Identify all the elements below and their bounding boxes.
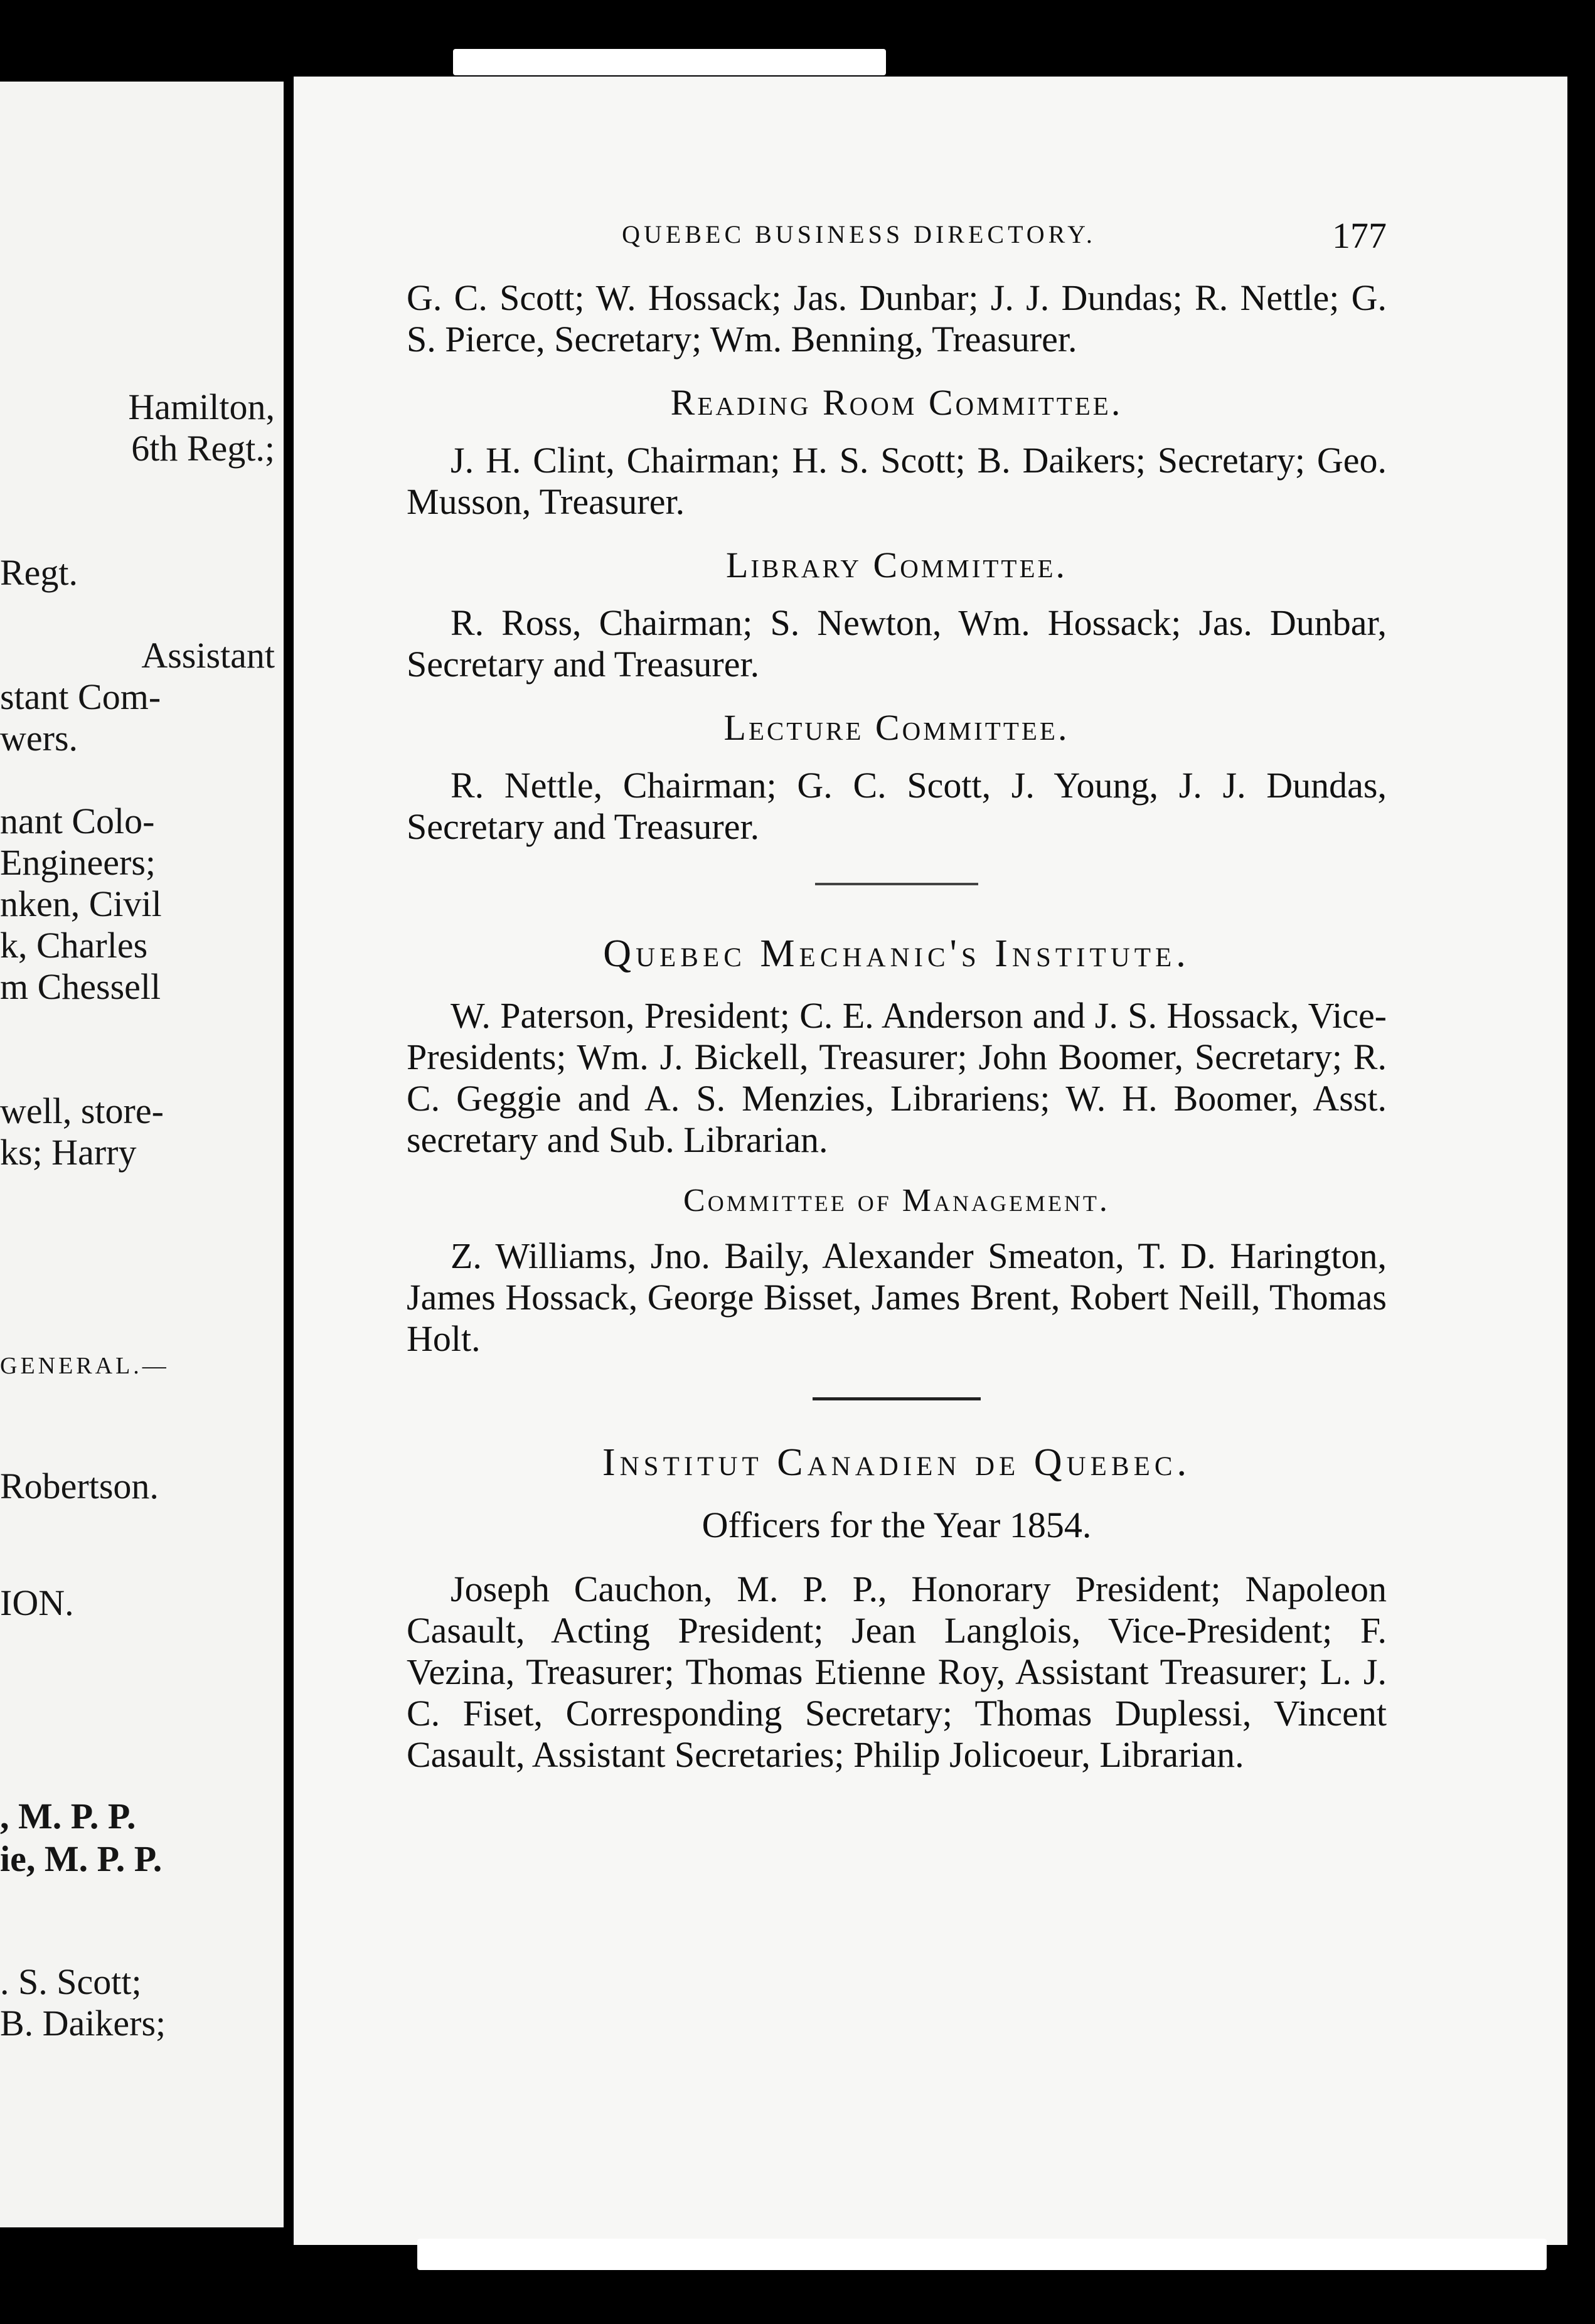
management-paragraph: Z. Williams, Jno. Baily, Alexander Smeaton, T. D. Harington, James Hossack, George Bisset, James Brent, Robert Neill, Thomas Holt. [407, 1235, 1387, 1359]
running-head-title: QUEBEC BUSINESS DIRECTORY. [622, 220, 1096, 248]
left-fragment-11: m Chessell [0, 966, 161, 1007]
left-fragment-9: nken, Civil [0, 883, 162, 924]
left-fragment-10: k, Charles [0, 925, 148, 966]
left-fragment-14: GENERAL.— [0, 1353, 169, 1379]
left-fragment-6: wers. [0, 718, 78, 759]
scan-bottom-strip [417, 2239, 1547, 2270]
library-paragraph: R. Ross, Chairman; S. Newton, Wm. Hossack; Jas. Dunbar, Secretary and Treasurer. [407, 602, 1387, 685]
officers-year-line: Officers for the Year 1854. [701, 1505, 1092, 1545]
left-fragment-7: nant Colo- [0, 801, 155, 841]
left-fragment-19: . S. Scott; [0, 1961, 142, 2002]
running-head [407, 215, 1387, 277]
institut-canadien-heading: Institut Canadien de Quebec. [602, 1441, 1192, 1484]
mechanics-institute-paragraph: W. Paterson, President; C. E. Anderson and J. S. Hossack, Vice-Presidents; Wm. J. Bickell, Treasurer; John Boomer, Secretary; R. C. Geggie and A. S. Menzies, Librariens; W. H. Boomer, Asst. secretary and Sub. Librarian. [407, 995, 1387, 1160]
reading-room-paragraph: J. H. Clint, Chairman; H. S. Scott; B. Daikers; Secretary; Geo. Musson, Treasurer. [407, 440, 1387, 522]
left-fragment-20: B. Daikers; [0, 2003, 166, 2044]
left-fragment-8: Engineers; [0, 842, 156, 883]
section-divider-2 [813, 1397, 981, 1400]
left-fragment-12: well, store- [0, 1090, 164, 1131]
page-content [407, 215, 1387, 1776]
left-fragment-5: stant Com- [0, 676, 161, 717]
left-fragment-3: Regt. [0, 552, 78, 593]
library-heading: Library Committee. [725, 545, 1068, 585]
lecture-paragraph: R. Nettle, Chairman; G. C. Scott, J. Young, J. J. Dundas, Secretary and Treasurer. [407, 765, 1387, 847]
page-number: 177 [1332, 215, 1387, 256]
scan-top-strip [453, 49, 886, 75]
main-page [294, 77, 1567, 2245]
left-fragment-1: Hamilton, [128, 386, 275, 427]
lecture-heading: Lecture Committee. [723, 707, 1070, 748]
mechanics-institute-heading: Quebec Mechanic's Institute. [603, 932, 1190, 975]
reading-room-heading: Reading Room Committee. [670, 382, 1123, 423]
intro-paragraph: G. C. Scott; W. Hossack; Jas. Dunbar; J. J. Dundas; R. Nettle; G. S. Pierce, Secretary; Wm. Benning, Treasurer. [407, 277, 1387, 360]
left-fragment-17: , M. P. P. [0, 1796, 136, 1836]
left-fragment-2: 6th Regt.; [131, 428, 275, 469]
institut-canadien-paragraph: Joseph Cauchon, M. P. P., Honorary President; Napoleon Casault, Acting President; Jean Langlois, Vice-President; F. Vezina, Treasurer; Thomas Etienne Roy, Assistant Treasurer; L. J. C. Fiset, Corresponding Secretary; Thomas Duplessi, Vincent Casault, Assistant Secretaries; Philip Jolicoeur, Librarian. [407, 1569, 1387, 1775]
left-fragment-18: ie, M. P. P. [0, 1838, 163, 1879]
left-fragment-16: ION. [0, 1582, 74, 1623]
left-fragment-4: Assistant [141, 635, 275, 676]
management-heading: Committee of Management. [683, 1183, 1110, 1218]
left-fragment-15: Robertson. [0, 1466, 159, 1506]
left-page-fragment [0, 82, 284, 2227]
section-divider [815, 883, 978, 885]
left-fragment-13: ks; Harry [0, 1132, 137, 1173]
